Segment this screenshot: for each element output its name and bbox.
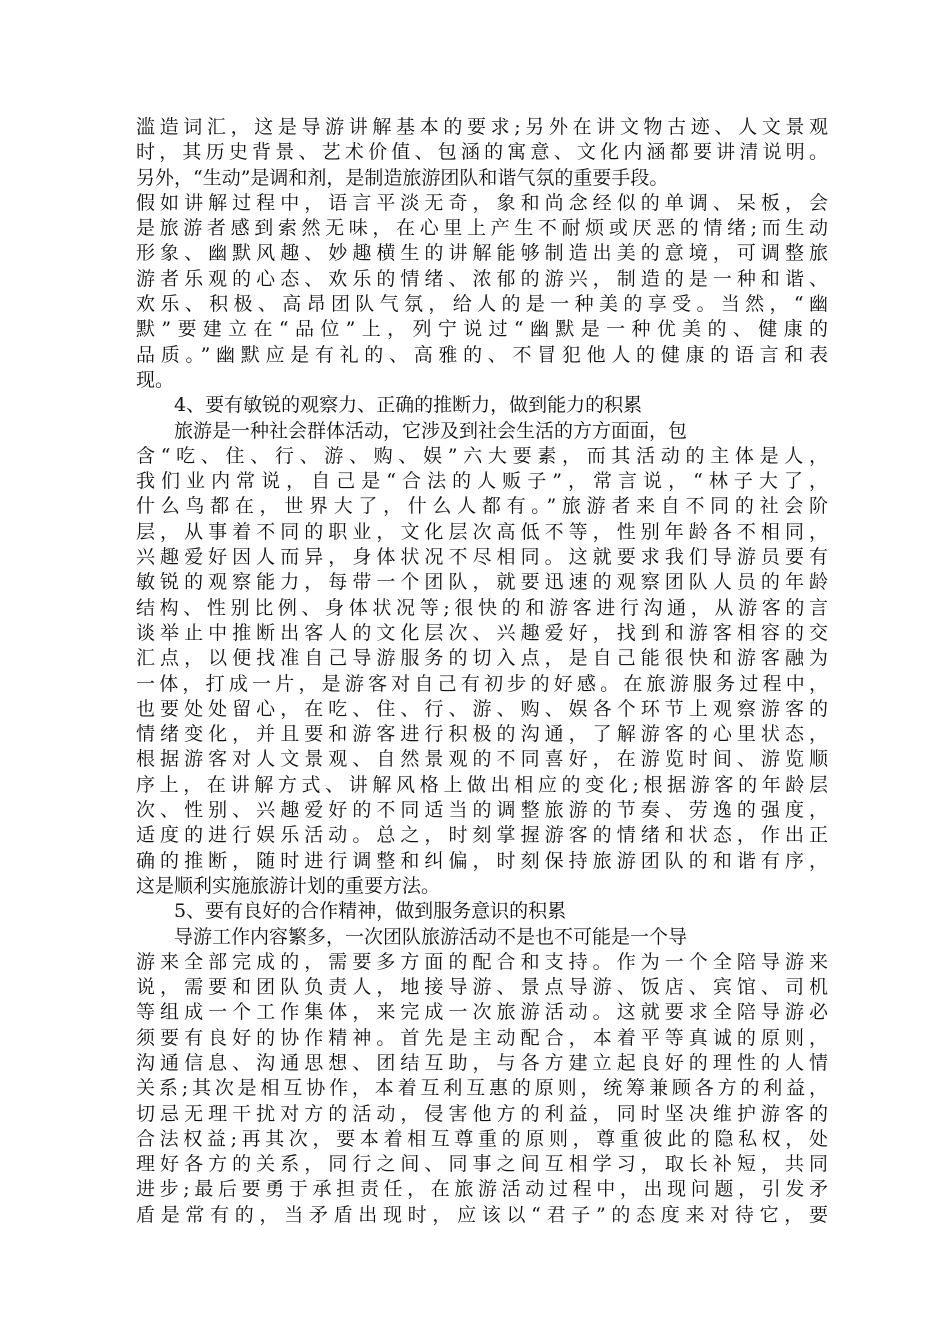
- paragraph-line: 汇点，以便找准自己导游服务的切入点，是自己能很快和游客融为: [136, 647, 828, 670]
- paragraph-line: 进步;最后要勇于承担责任，在旅游活动过程中，出现问题，引发矛: [136, 1178, 828, 1201]
- paragraph-line: 我们业内常说，自己是“合法的人贩子”，常言说，“林子大了，: [136, 470, 828, 493]
- paragraph-line: 等组成一个工作集体，来完成一次旅游活动。这就要求全陪导游必: [136, 1001, 828, 1024]
- document-body: [136, 115, 828, 1228]
- paragraph-line: 沟通信息、沟通思想、团结互助，与各方建立起良好的理性的人情: [136, 1051, 828, 1074]
- paragraph-line: 滥造词汇，这是导游讲解基本的要求;另外在讲文物古迹、人文景观: [136, 116, 828, 138]
- paragraph-line: 须要有良好的协作精神。首先是主动配合，本着平等真诚的原则，: [136, 1026, 828, 1049]
- paragraph-line: 敏锐的观察能力，每带一个团队，就要迅速的观察团队人员的年龄: [136, 571, 828, 594]
- paragraph-line: 游来全部完成的，需要多方面的配合和支持。作为一个全陪导游来: [136, 950, 828, 973]
- paragraph-line: 谈举止中推断出客人的文化层次、兴趣爱好，找到和游客相容的交: [136, 621, 828, 644]
- paragraph-line: 确的推断，随时进行调整和纠偏，时刻保持旅游团队的和谐有序，: [136, 849, 828, 872]
- paragraph-line: 适度的进行娱乐活动。总之，时刻掌握游客的情绪和状态，作出正: [136, 824, 828, 847]
- paragraph-line: 结构、性别比例、身体状况等;很快的和游客进行沟通，从游客的言: [136, 596, 828, 619]
- paragraph-line: 说，需要和团队负责人，地接导游、景点导游、饭店、宾馆、司机: [136, 976, 828, 999]
- paragraph-line: 情绪变化，并且要和游客进行积极的沟通，了解游客的心里状态，: [136, 723, 828, 746]
- paragraph-line: 关系;其次是相互协作，本着互利互惠的原则，统筹兼顾各方的利益，: [136, 1077, 828, 1100]
- paragraph-line: 品质。”幽默应是有礼的、高雅的、不冒犯他人的健康的语言和表: [136, 343, 828, 366]
- paragraph-line: 形象、幽默风趣、妙趣横生的讲解能够制造出美的意境，可调整旅: [136, 242, 828, 265]
- paragraph-line: 默”要建立在“品位”上，列宁说过“幽默是一种优美的、健康的: [136, 318, 828, 341]
- paragraph-line: 这是顺利实施旅游计划的重要方法。: [136, 874, 441, 897]
- paragraph-line: 是旅游者感到索然无味，在心里上产生不耐烦或厌恶的情绪;而生动: [136, 217, 828, 240]
- paragraph-line: 序上，在讲解方式、讲解风格上做出相应的变化;根据游客的年龄层: [136, 773, 828, 796]
- paragraph-line: 含“吃、住、行、游、购、娱”六大要素，而其活动的主体是人，: [136, 444, 828, 467]
- paragraph-line: 现。: [136, 368, 175, 391]
- paragraph-line: 假如讲解过程中，语言平淡无奇，象和尚念经似的单调、呆板，会: [136, 191, 828, 214]
- paragraph-line: 欢乐、积极、高昂团队气氛，给人的是一种美的享受。当然，“幽: [136, 293, 828, 316]
- paragraph-line: 也要处处留心，在吃、住、行、游、购、娱各个环节上观察游客的: [136, 697, 828, 720]
- paragraph-line: 一体，打成一片，是游客对自己有初步的好感。在旅游服务过程中，: [136, 672, 828, 695]
- paragraph-line: 层，从事着不同的职业，文化层次高低不等，性别年龄各不相同，: [136, 520, 828, 543]
- paragraph-line: 理好各方的关系，同行之间、同事之间互相学习，取长补短，共同: [136, 1153, 828, 1176]
- paragraph-line: 另外，“生动”是调和剂，是制造旅游团队和谐气氛的重要手段。: [136, 166, 669, 189]
- paragraph-line: 什么鸟都在，世界大了，什么人都有。”旅游者来自不同的社会阶: [136, 495, 828, 518]
- paragraph-line: 游者乐观的心态、欢乐的情绪、浓郁的游兴，制造的是一种和谐、: [136, 267, 828, 290]
- paragraph-line: 根据游客对人文景观、自然景观的不同喜好，在游览时间、游览顺: [136, 748, 828, 771]
- paragraph-line: 切忌无理干扰对方的活动，侵害他方的利益，同时坚决维护游客的: [136, 1102, 828, 1125]
- section-heading: 5、要有良好的合作精神，做到服务意识的积累: [174, 900, 567, 923]
- paragraph-line: 兴趣爱好因人而异，身体状况不尽相同。这就要求我们导游员要有: [136, 546, 828, 569]
- paragraph-line: 次、性别、兴趣爱好的不同适当的调整旅游的节奏、劳逸的强度，: [136, 799, 828, 822]
- paragraph-line: 时，其历史背景、艺术价值、包涵的寓意、文化内涵都要讲清说明。: [136, 141, 828, 164]
- paragraph-line: 导游工作内容繁多，一次团队旅游活动不是也不可能是一个导: [174, 925, 688, 948]
- paragraph-line: 旅游是一种社会群体活动，它涉及到社会生活的方方面面，包: [174, 419, 688, 442]
- paragraph-line: 合法权益;再其次，要本着相互尊重的原则，尊重彼此的隐私权，处: [136, 1127, 828, 1150]
- paragraph-line: 盾是常有的，当矛盾出现时，应该以“君子”的态度来对待它，要: [136, 1203, 828, 1226]
- section-heading: 4、要有敏锐的观察力、正确的推断力，做到能力的积累: [174, 394, 643, 417]
